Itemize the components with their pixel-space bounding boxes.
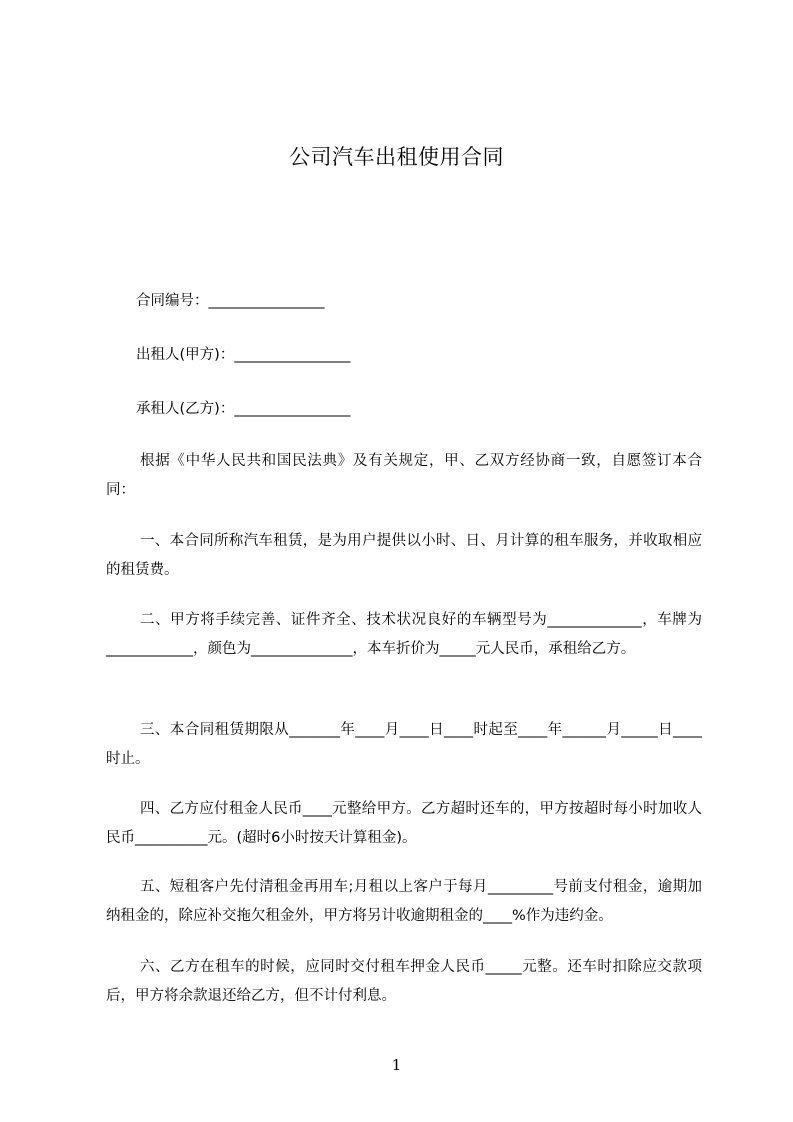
lessee-blank: ________________ xyxy=(234,401,351,417)
contract-number-blank: ________________ xyxy=(208,293,325,309)
preamble-text: 根据《中华人民共和国民法典》及有关规定，甲、乙双方经协商一致，自愿签订本合同： xyxy=(106,453,702,498)
clause-6-paragraph xyxy=(106,953,702,1011)
document-title: 公司汽车出租使用合同 xyxy=(289,145,504,169)
clause-1-text: 一、本合同所称汽车租赁，是为用户提供以小时、日、月计算的租车服务，并收取相应的租赁费。 xyxy=(106,533,702,578)
contract-number-field xyxy=(136,291,325,311)
lessor-blank: ________________ xyxy=(234,347,351,363)
lessee-field xyxy=(136,399,350,419)
clause-2-text: 二、甲方将手续完善、证件齐全、技术状况良好的车辆型号为_____________，车牌为____________，颜色为______________，本车折价为_____元人民币，承租给乙方。 xyxy=(106,612,702,657)
page-number: 1 xyxy=(391,1056,402,1074)
clause-4-text: 四、乙方应付租金人民币____元整给甲方。乙方超时还车的，甲方按超时每小时加收人民币__________元。(超时6小时按天计算租金)。 xyxy=(106,801,702,846)
lessor-field xyxy=(136,345,350,365)
clause-4-paragraph xyxy=(106,795,702,853)
clause-3-text: 三、本合同租赁期限从_______年____月____日____时起至____年______月_____日____时止。 xyxy=(106,722,702,767)
clause-5-paragraph xyxy=(106,873,702,931)
lessee-label: 承租人(乙方)： xyxy=(136,401,235,417)
clause-1-paragraph xyxy=(106,527,702,585)
clause-3-paragraph xyxy=(106,716,702,774)
clause-2-paragraph xyxy=(106,606,702,664)
clause-6-text: 六、乙方在租车的时候，应同时交付租车押金人民币_____元整。还车时扣除应交款项后，甲方将余款退还给乙方，但不计付利息。 xyxy=(106,959,702,1004)
lessor-label: 出租人(甲方)： xyxy=(136,347,235,363)
preamble-paragraph xyxy=(106,447,702,505)
contract-number-label: 合同编号： xyxy=(136,293,209,309)
clause-5-text: 五、短租客户先付清租金再用车;月租以上客户于每月_________号前支付租金，逾期加纳租金的，除应补交拖欠租金外，甲方将另计收逾期租金的____%作为违约金。 xyxy=(106,879,702,924)
